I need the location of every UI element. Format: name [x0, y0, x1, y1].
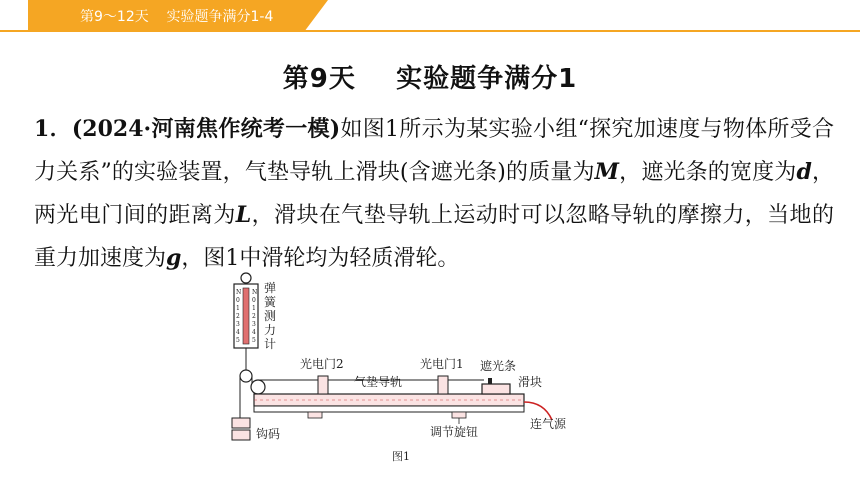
- air-track-base: [254, 406, 524, 412]
- question-source: (2024·河南焦作统考一模): [71, 116, 341, 142]
- question-text-d: ，滑块在气垫导轨上运动时可以忽略导轨的摩擦力，当地的重力加速度为: [34, 203, 834, 271]
- hook-weight-block-1: [232, 418, 250, 428]
- question-text-a: 如图1所示为某实验小组“探究加速度与物体所受合力关系”的实验装置，气垫导轨上滑块(含遮光条)的质量为: [34, 117, 834, 185]
- scale-mark-left-1: 0: [236, 297, 240, 304]
- scale-mark-right-0: N: [252, 289, 258, 296]
- apparatus-diagram: [224, 270, 584, 470]
- page-title: 第9天 实验题争满分1: [282, 64, 578, 94]
- shade-strip: [488, 378, 492, 384]
- spring-scale-label-0: 弹: [264, 281, 277, 295]
- experiment-figure: [224, 270, 584, 470]
- spring-scale-label-2: 测: [264, 309, 277, 323]
- spring-scale-label-1: 簧: [264, 295, 277, 309]
- hook-weight-label: 钩码: [256, 427, 281, 441]
- var-M: M: [594, 159, 620, 185]
- scale-mark-left-5: 4: [236, 329, 240, 336]
- var-g: g: [166, 245, 182, 271]
- hook-weight-block-2: [232, 430, 250, 440]
- question-number: 1．: [34, 116, 72, 142]
- scale-mark-right-1: 0: [252, 297, 256, 304]
- scale-mark-right-6: 5: [252, 337, 256, 344]
- shade-strip-label: 遮光条: [480, 359, 517, 373]
- movable-pulley: [240, 370, 252, 382]
- slider-block: [482, 384, 510, 394]
- support-foot-right: [452, 412, 466, 418]
- photogate-1: [438, 376, 448, 394]
- air-source-label: 连气源: [530, 417, 567, 431]
- header-tab-text: 第9～12天 实验题争满分1-4: [80, 9, 274, 25]
- photogate-1-label: 光电门1: [420, 357, 464, 371]
- spring-scale-label-3: 力: [264, 323, 277, 337]
- scale-mark-left-3: 2: [236, 313, 240, 320]
- spring-scale-label-4: 计: [264, 337, 277, 351]
- header-rule: [0, 30, 860, 32]
- scale-mark-left-4: 3: [236, 321, 240, 328]
- question-text-c: ，两光电门间的距离为: [34, 160, 834, 228]
- question-text-e: ，图1中滑轮均为轻质滑轮。: [181, 246, 460, 271]
- photogate-2-label: 光电门2: [300, 357, 344, 371]
- adjust-knob-label: 调节旋钮: [430, 425, 479, 439]
- figure-caption: 图1: [392, 450, 410, 463]
- slider-label: 滑块: [518, 375, 543, 389]
- scale-mark-left-6: 5: [236, 337, 240, 344]
- var-d: d: [796, 159, 812, 185]
- var-L: L: [235, 202, 252, 228]
- spring-scale-spring: [243, 288, 249, 344]
- scale-mark-right-3: 2: [252, 313, 256, 320]
- question-text-b: ，遮光条的宽度为: [619, 160, 797, 185]
- scale-mark-left-2: 1: [236, 305, 240, 312]
- scale-mark-left-0: N: [236, 289, 242, 296]
- scale-mark-right-4: 3: [252, 321, 256, 328]
- scale-mark-right-5: 4: [252, 329, 256, 336]
- fixed-pulley: [251, 380, 265, 394]
- scale-mark-right-2: 1: [252, 305, 256, 312]
- question-text: [34, 108, 834, 280]
- air-track-label: 气垫导轨: [354, 375, 403, 389]
- photogate-2: [318, 376, 328, 394]
- hanging-ring: [241, 273, 251, 283]
- support-foot-left: [308, 412, 322, 418]
